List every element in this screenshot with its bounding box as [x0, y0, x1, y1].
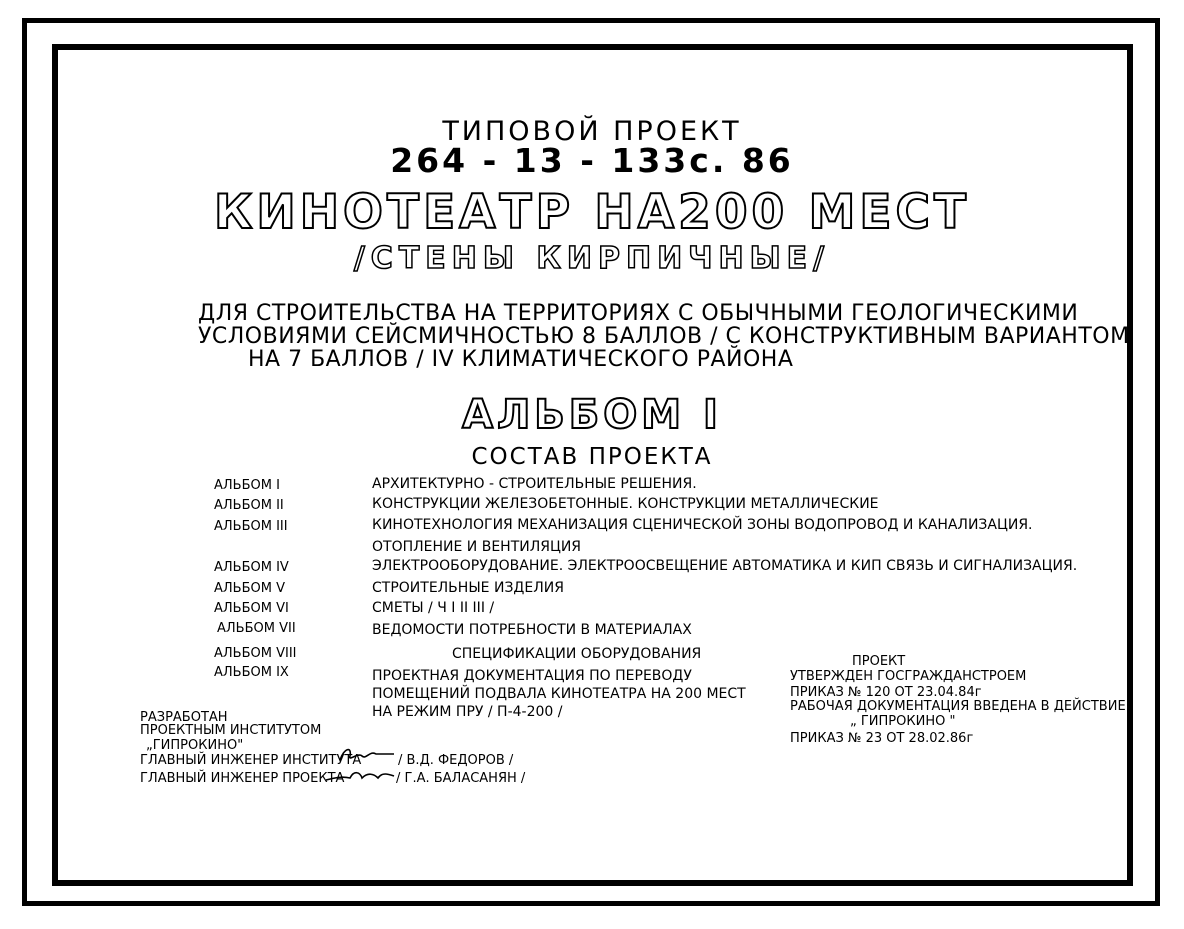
contents-title: СОСТАВ ПРОЕКТА — [471, 444, 713, 470]
walls-subtitle: /СТЕНЫ КИРПИЧНЫЕ/ — [353, 241, 831, 276]
album-description: ВЕДОМОСТИ ПОТРЕБНОСТИ В МАТЕРИАЛАХ — [372, 622, 692, 638]
album-description: КОНСТРУКЦИИ ЖЕЛЕЗОБЕТОННЫЕ. КОНСТРУКЦИИ МЕТАЛЛИЧЕСКИЕ — [372, 496, 879, 512]
album-description: СМЕТЫ / Ч I II III / — [372, 600, 495, 616]
album-label: АЛЬБОМ IX — [214, 665, 289, 680]
chief-institute-label: ГЛАВНЫЙ ИНЖЕНЕР ИНСТИТУТА — [140, 753, 362, 768]
description-line-3: НА 7 БАЛЛОВ / IV КЛИМАТИЧЕСКОГО РАЙОНА — [248, 347, 794, 372]
description-line-1: ДЛЯ СТРОИТЕЛЬСТВА НА ТЕРРИТОРИЯХ С ОБЫЧНЫМИ ГЕОЛОГИЧЕСКИМИ — [198, 301, 1079, 326]
chief-institute-name: / В.Д. ФЕДОРОВ / — [398, 753, 514, 768]
album-label: АЛЬБОМ VII — [217, 621, 296, 636]
project-subtitle: ТИПОВОЙ ПРОЕКТ — [442, 116, 742, 147]
developer-line-1: РАЗРАБОТАН — [140, 710, 228, 725]
album-label: АЛЬБОМ II — [214, 498, 284, 513]
album-description: ПРОЕКТНАЯ ДОКУМЕНТАЦИЯ ПО ПЕРЕВОДУ — [372, 668, 692, 684]
chief-project-name: / Г.А. БАЛАСАНЯН / — [396, 771, 526, 786]
approval-line-2: УТВЕРЖДЕН ГОСГРАЖДАНСТРОЕМ — [790, 669, 1027, 684]
album-description: КИНОТЕХНОЛОГИЯ МЕХАНИЗАЦИЯ СЦЕНИЧЕСКОЙ ЗОНЫ ВОДОПРОВОД И КАНАЛИЗАЦИЯ. — [372, 517, 1033, 533]
description-line-2: УСЛОВИЯМИ СЕЙСМИЧНОСТЬЮ 8 БАЛЛОВ / С КОНСТРУКТИВНЫМ ВАРИАНТОМ — [198, 324, 1130, 349]
album-description-cont: НА РЕЖИМ ПРУ / П-4-200 / — [372, 704, 563, 720]
album-description-cont: ОТОПЛЕНИЕ И ВЕНТИЛЯЦИЯ — [372, 539, 582, 555]
album-label: АЛЬБОМ VIII — [214, 646, 297, 661]
album-label: АЛЬБОМ I — [214, 478, 280, 493]
album-description-cont: ПОМЕЩЕНИЙ ПОДВАЛА КИНОТЕАТРА НА 200 МЕСТ — [372, 686, 746, 702]
project-number: 264 - 13 - 133с. 86 — [390, 141, 794, 180]
project-title: КИНОТЕАТР НА200 МЕСТ — [213, 185, 971, 240]
album-description: ЭЛЕКТРООБОРУДОВАНИЕ. ЭЛЕКТРООСВЕЩЕНИЕ АВТОМАТИКА И КИП СВЯЗЬ И СИГНАЛИЗАЦИЯ. — [372, 558, 1078, 574]
album-label: АЛЬБОМ V — [214, 581, 285, 596]
album-label: АЛЬБОМ III — [214, 519, 288, 534]
chief-project-label: ГЛАВНЫЙ ИНЖЕНЕР ПРОЕКТА — [140, 771, 345, 786]
approval-line-3: ПРИКАЗ № 120 ОТ 23.04.84г — [790, 685, 982, 700]
album-description: АРХИТЕКТУРНО - СТРОИТЕЛЬНЫЕ РЕШЕНИЯ. — [372, 476, 697, 492]
approval-line-4: РАБОЧАЯ ДОКУМЕНТАЦИЯ ВВЕДЕНА В ДЕЙСТВИЕ — [790, 699, 1126, 714]
album-title: АЛЬБОМ I — [462, 392, 722, 438]
approval-line-5: „ ГИПРОКИНО " — [850, 714, 956, 729]
album-label: АЛЬБОМ IV — [214, 560, 289, 575]
developer-line-3: „ГИПРОКИНО" — [146, 738, 244, 753]
album-label: АЛЬБОМ VI — [214, 601, 289, 616]
album-description: СПЕЦИФИКАЦИИ ОБОРУДОВАНИЯ — [452, 646, 702, 662]
approval-line-1: ПРОЕКТ — [852, 654, 906, 669]
album-description: СТРОИТЕЛЬНЫЕ ИЗДЕЛИЯ — [372, 580, 564, 596]
approval-line-6: ПРИКАЗ № 23 ОТ 28.02.86г — [790, 731, 974, 746]
developer-line-2: ПРОЕКТНЫМ ИНСТИТУТОМ — [140, 723, 322, 738]
signature-balasanyan — [324, 764, 396, 790]
